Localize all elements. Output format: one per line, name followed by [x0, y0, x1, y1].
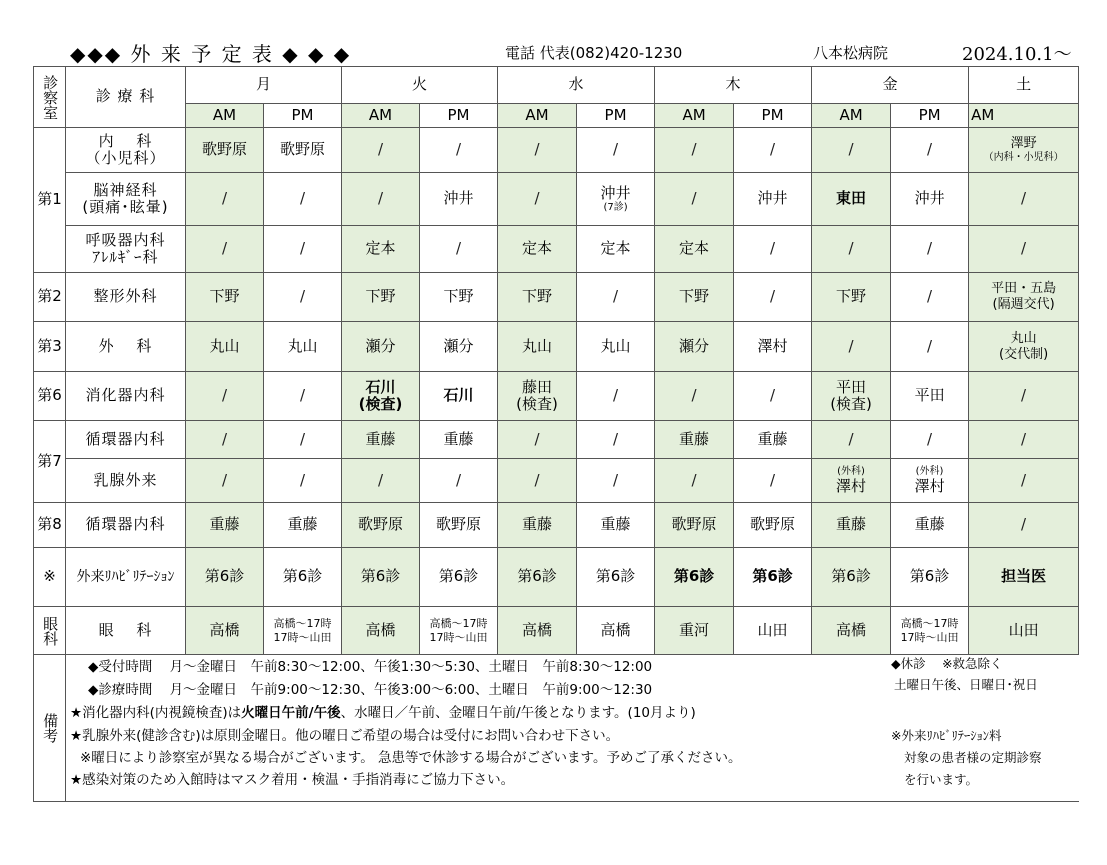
dept-name: 外 科: [66, 322, 186, 372]
room-eye: 眼科: [34, 607, 66, 655]
pm-label: PM: [734, 104, 812, 128]
schedule-cell: 定本: [498, 226, 577, 273]
schedule-cell: /: [812, 226, 891, 273]
doctor-note: (外科): [915, 466, 944, 478]
schedule-cell: 定本: [655, 226, 734, 273]
schedule-cell: /: [734, 273, 812, 322]
schedule-cell: /: [264, 273, 342, 322]
schedule-cell: 下野: [420, 273, 498, 322]
schedule-cell: [969, 273, 1079, 322]
table-row: [34, 173, 1079, 226]
schedule-cell: [498, 372, 577, 421]
schedule-cell: 沖井: [734, 173, 812, 226]
notes-cell: [66, 655, 1079, 802]
table-row: [34, 128, 1079, 173]
schedule-cell: 重藤: [734, 421, 812, 459]
doctor: 高橋～17時: [900, 616, 959, 630]
dept-cell: [66, 173, 186, 226]
schedule-cell: /: [186, 173, 264, 226]
endoscopy-note-a: ★消化器内科(内視鏡検査)は: [70, 705, 242, 721]
schedule-cell: 第6診: [342, 548, 420, 607]
schedule-cell: 下野: [498, 273, 577, 322]
schedule-cell: /: [655, 128, 734, 173]
schedule-cell: 歌野原: [734, 503, 812, 548]
room-rehab: ※: [34, 548, 66, 607]
endoscopy-note-b: 火曜日午前/午後: [241, 705, 341, 721]
schedule-cell: /: [577, 273, 655, 322]
schedule-cell: /: [891, 421, 969, 459]
schedule-cell: /: [734, 226, 812, 273]
schedule-cell: 重藤: [891, 503, 969, 548]
dept-name: 循環器内科: [66, 421, 186, 459]
schedule-cell: /: [342, 459, 420, 503]
schedule-cell: 下野: [655, 273, 734, 322]
schedule-cell: /: [577, 372, 655, 421]
schedule-cell: /: [655, 459, 734, 503]
reception-hours: [88, 660, 652, 676]
schedule-cell: 重河: [655, 607, 734, 655]
table-row: [34, 226, 1079, 273]
schedule-cell: 第6診: [655, 548, 734, 607]
table-row: [34, 322, 1079, 372]
schedule-cell: 瀬分: [342, 322, 420, 372]
schedule-cell: [812, 459, 891, 503]
consult-hours: [88, 683, 652, 699]
schedule-cell: 第6診: [420, 548, 498, 607]
schedule-cell: 東田: [812, 173, 891, 226]
schedule-cell: 高橋: [812, 607, 891, 655]
schedule-cell: 歌野原: [186, 128, 264, 173]
schedule-cell: 高橋: [186, 607, 264, 655]
dept-name: 外来ﾘﾊﾋﾞﾘﾃｰｼｮﾝ: [66, 548, 186, 607]
doctor: 澤野: [1010, 136, 1037, 152]
schedule-cell: 第6診: [264, 548, 342, 607]
schedule-cell: [969, 128, 1079, 173]
schedule-cell: /: [891, 226, 969, 273]
schedule-cell: 下野: [186, 273, 264, 322]
schedule-cell: /: [498, 421, 577, 459]
schedule-cell: /: [577, 459, 655, 503]
doctor-note: (7診): [603, 201, 628, 213]
schedule-cell: /: [969, 173, 1079, 226]
pm-label: PM: [577, 104, 655, 128]
schedule-cell: 歌野原: [655, 503, 734, 548]
am-label: AM: [655, 104, 734, 128]
schedule-cell: /: [186, 459, 264, 503]
infection-note: ★感染対策のため入館時はマスク着用・検温・手指消毒にご協力下さい。: [70, 772, 515, 788]
reception-text: 月～金曜日 午前8:30～12:00、午後1:30～5:30、土曜日 午前8:30～12:00: [169, 659, 653, 675]
schedule-cell: /: [812, 322, 891, 372]
rehab-note-2: 対象の患者様の定期診察: [904, 750, 1042, 765]
rehab-note-1: ※外来ﾘﾊﾋﾞﾘﾃｰｼｮﾝ料: [891, 728, 1002, 743]
schedule-cell: 重藤: [264, 503, 342, 548]
consult-label: ◆診療時間: [88, 682, 153, 698]
doctor-note: (検査): [830, 395, 872, 413]
schedule-cell: /: [186, 372, 264, 421]
schedule-cell: [969, 322, 1079, 372]
dept-name: 整形外科: [66, 273, 186, 322]
schedule-cell: /: [498, 128, 577, 173]
schedule-cell: /: [969, 503, 1079, 548]
schedule-cell: /: [734, 459, 812, 503]
schedule-cell: 第6診: [577, 548, 655, 607]
notes-body: [66, 655, 1079, 801]
schedule-cell: 下野: [812, 273, 891, 322]
am-label: AM: [186, 104, 264, 128]
doctor: 高橋～17時: [273, 616, 332, 630]
schedule-cell: 丸山: [186, 322, 264, 372]
schedule-cell: /: [264, 372, 342, 421]
schedule-cell: /: [969, 421, 1079, 459]
schedule-cell: /: [812, 421, 891, 459]
dept-name: 眼 科: [66, 607, 186, 655]
day-fri: 金: [812, 67, 969, 104]
table-row: [34, 459, 1079, 503]
table-row: [34, 607, 1079, 655]
schedule-cell: /: [264, 421, 342, 459]
schedule-cell: [577, 173, 655, 226]
room-1: [34, 128, 66, 273]
am-label: AM: [498, 104, 577, 128]
room-6: 第6: [34, 372, 66, 421]
schedule-cell: /: [264, 459, 342, 503]
schedule-cell: /: [577, 128, 655, 173]
schedule-cell: 高橋: [342, 607, 420, 655]
schedule-cell: /: [420, 128, 498, 173]
notes-label: 備考: [34, 655, 66, 802]
schedule-cell: 澤村: [734, 322, 812, 372]
doctor: 石川: [365, 377, 396, 396]
doctor-note: (交代制): [999, 346, 1049, 362]
doctor-note: (外科): [837, 466, 865, 478]
schedule-cell: 重藤: [577, 503, 655, 548]
schedule-cell: /: [264, 226, 342, 273]
pm-label: PM: [420, 104, 498, 128]
room-8: 第8: [34, 503, 66, 548]
schedule-cell: /: [969, 372, 1079, 421]
doctor-note: （内科・小児科）: [983, 152, 1064, 164]
schedule-cell: /: [655, 173, 734, 226]
dept-sub: ｱﾚﾙｷﾞｰ科: [92, 248, 159, 266]
schedule-cell: /: [342, 173, 420, 226]
dept-cell: [66, 226, 186, 273]
schedule-cell: [342, 372, 420, 421]
schedule-cell: /: [264, 173, 342, 226]
schedule-cell: 重藤: [498, 503, 577, 548]
schedule-cell: 歌野原: [264, 128, 342, 173]
schedule-cell: 定本: [577, 226, 655, 273]
schedule-cell: 瀬分: [655, 322, 734, 372]
table-row: [34, 372, 1079, 421]
schedule-cell: 第6診: [186, 548, 264, 607]
doctor: 17時～山田: [900, 630, 959, 644]
schedule-cell: 重藤: [655, 421, 734, 459]
closed-days: 土曜日午後、日曜日･祝日: [894, 677, 1038, 692]
dept-header: 診 療 科: [66, 67, 186, 128]
dept-sub: （小児科）: [85, 149, 166, 167]
dept-cell: [66, 128, 186, 173]
schedule-cell: /: [420, 226, 498, 273]
schedule-cell: 第6診: [812, 548, 891, 607]
room-change-note: ※曜日により診察室が異なる場合がございます。 急患等で休診する場合がございます。予めご了承ください。: [80, 750, 742, 766]
schedule-cell: /: [969, 226, 1079, 273]
dept-sub: (頭痛･眩暈): [82, 198, 169, 216]
dept-name: 消化器内科: [66, 372, 186, 421]
pm-label: PM: [264, 104, 342, 128]
endoscopy-note: [70, 706, 696, 722]
schedule-cell: 重藤: [420, 421, 498, 459]
pm-label: PM: [891, 104, 969, 128]
room-3: 第3: [34, 322, 66, 372]
doctor-note: (検査): [516, 395, 558, 413]
schedule-cell: /: [891, 273, 969, 322]
schedule-cell: 定本: [342, 226, 420, 273]
schedule-cell: /: [734, 372, 812, 421]
schedule-cell: 沖井: [891, 173, 969, 226]
doctor: 17時～山田: [429, 630, 488, 644]
schedule-cell: /: [891, 322, 969, 372]
phone-number: 電話 代表(082)420-1230: [505, 44, 683, 62]
rehab-note-3: を行います。: [904, 772, 979, 787]
am-label: AM: [342, 104, 420, 128]
schedule-cell: [891, 459, 969, 503]
hospital-name: 八本松病院: [813, 44, 889, 62]
schedule-table: [33, 66, 1079, 802]
endoscopy-note-c: 、水曜日／午前、金曜日午前/午後となります。(10月より): [340, 705, 696, 721]
schedule-cell: /: [186, 421, 264, 459]
doctor-note: (隔週交代): [992, 297, 1055, 312]
doctor: 沖井: [600, 183, 631, 202]
schedule-cell: 丸山: [498, 322, 577, 372]
schedule-cell: 重藤: [812, 503, 891, 548]
schedule-cell: 下野: [342, 273, 420, 322]
doctor: 高橋～17時: [429, 616, 488, 630]
schedule-cell: [891, 607, 969, 655]
schedule-cell: /: [812, 128, 891, 173]
schedule-cell: /: [498, 173, 577, 226]
schedule-cell: /: [969, 459, 1079, 503]
dept-name: 乳腺外来: [66, 459, 186, 503]
am-label: AM: [969, 104, 1079, 128]
schedule-cell: /: [498, 459, 577, 503]
schedule-cell: 重藤: [186, 503, 264, 548]
day-wed: 水: [498, 67, 655, 104]
doctor: 平田・五島: [991, 281, 1057, 297]
schedule-cell: 歌野原: [420, 503, 498, 548]
doctor: 丸山: [1010, 330, 1037, 346]
schedule-cell: 重藤: [342, 421, 420, 459]
schedule-cell: 平田: [891, 372, 969, 421]
schedule-cell: 担当医: [969, 548, 1079, 607]
dept-name: 脳神経科: [93, 180, 158, 199]
effective-date: 2024.10.1～: [962, 44, 1072, 65]
table-row: [34, 548, 1079, 607]
schedule-cell: 第6診: [734, 548, 812, 607]
schedule-cell: 高橋: [498, 607, 577, 655]
schedule-cell: /: [186, 226, 264, 273]
dept-name: 循環器内科: [66, 503, 186, 548]
schedule-cell: /: [420, 459, 498, 503]
consult-text: 月～金曜日 午前9:00～12:30、午後3:00～6:00、土曜日 午前9:00～12:30: [169, 682, 653, 698]
breast-note: ★乳腺外来(健診含む)は原則金曜日。他の曜日ご希望の場合は受付にお問い合わせ下さい。: [70, 728, 620, 744]
schedule-cell: 第6診: [891, 548, 969, 607]
schedule-cell: /: [655, 372, 734, 421]
notes-row: [34, 655, 1079, 802]
schedule-cell: 丸山: [577, 322, 655, 372]
day-mon: 月: [186, 67, 342, 104]
schedule-cell: /: [342, 128, 420, 173]
doctor: 澤村: [914, 476, 945, 495]
reception-label: ◆受付時間: [88, 659, 153, 675]
schedule-cell: 山田: [969, 607, 1079, 655]
schedule-cell: 歌野原: [342, 503, 420, 548]
table-row: [34, 503, 1079, 548]
room-7: 第7: [34, 421, 66, 503]
doctor: 藤田: [522, 377, 553, 396]
schedule-cell: 瀬分: [420, 322, 498, 372]
schedule-cell: 沖井: [420, 173, 498, 226]
day-tue: 火: [342, 67, 498, 104]
schedule-cell: 石川: [420, 372, 498, 421]
schedule-cell: [264, 607, 342, 655]
schedule-cell: /: [577, 421, 655, 459]
dept-name: 呼吸器内科: [85, 230, 166, 249]
schedule-cell: 第6診: [498, 548, 577, 607]
room-2: 第2: [34, 273, 66, 322]
am-label: AM: [812, 104, 891, 128]
day-thu: 木: [655, 67, 812, 104]
room-label: 第1: [37, 190, 62, 209]
doctor: 平田: [836, 377, 867, 396]
closed-title: ◆休診 ※救急除く: [891, 656, 1003, 671]
schedule-cell: /: [891, 128, 969, 173]
schedule-cell: 高橋: [577, 607, 655, 655]
schedule-cell: [812, 372, 891, 421]
schedule-cell: 丸山: [264, 322, 342, 372]
dept-name: 内 科: [98, 131, 153, 150]
schedule-cell: /: [734, 128, 812, 173]
room-header: 診察室: [34, 67, 66, 128]
table-row: [34, 421, 1079, 459]
schedule-cell: [420, 607, 498, 655]
schedule-cell: 山田: [734, 607, 812, 655]
doctor-note: (検査): [358, 395, 403, 413]
doctor: 17時～山田: [273, 630, 332, 644]
day-sat: 土: [969, 67, 1079, 104]
doctor: 澤村: [836, 476, 867, 495]
table-row: [34, 273, 1079, 322]
page-title: ◆◆◆ 外 来 予 定 表 ◆ ◆ ◆: [70, 42, 352, 66]
